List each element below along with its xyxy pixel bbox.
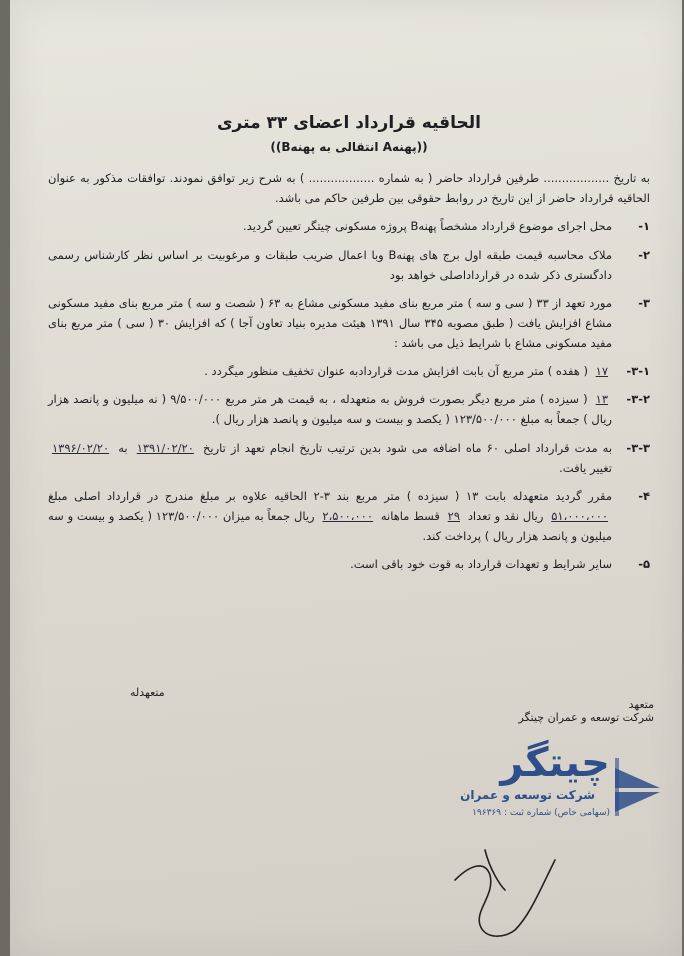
handwritten-signature-icon bbox=[445, 820, 565, 950]
clause-text: ملاک محاسبه قیمت طبقه اول برج های پهنهB وبا اعمال ضریب طبقات و مرغوبیت بر اساس نظر کارشناس رسمی دادگستری ذکر شده در قرارداداصلی خواهد بود bbox=[48, 247, 612, 282]
clause-5 bbox=[48, 554, 650, 574]
stamp-subtitle: شرکت توسعه و عمران bbox=[460, 788, 595, 802]
signature-obligor-label: متعهد bbox=[628, 698, 654, 711]
clause-number: ۵- bbox=[638, 557, 650, 572]
handwritten-installment: ۲،۵۰۰،۰۰۰ bbox=[322, 508, 374, 523]
clause-text bbox=[48, 438, 612, 478]
clause-text: سایر شرایط و تعهدات قرارداد به قوت خود باقی است. bbox=[350, 557, 612, 572]
clause-text-body: قسط ماهانه bbox=[380, 508, 440, 523]
clause-number: ۴- bbox=[638, 488, 650, 503]
clause-3-3 bbox=[48, 438, 650, 478]
signature-obligor-company: شرکت توسعه و عمران چیتگر bbox=[518, 711, 654, 724]
clause-text: مورد تعهد از ۳۳ ( سی و سه ) متر مربع بنای مفید مسکونی مشاع به ۶۳ ( شصت و سه ) متر مربع بنای مفید مسکونی مشاع افزایش یافت ( طبق مصوبه ۳۴۵ سال ۱۳۹۱ هیئت مدیره بنیاد تعاون آجا ) که افزایش ۳۰ ( سی ) متر مربع بنای مفید مسکونی مشاع با شرایط ذیل می باشد : bbox=[48, 295, 613, 351]
handwritten-date-end: ۱۳۹۶/۰۲/۲۰ bbox=[52, 440, 110, 455]
clause-text-body: ریال نقد و تعداد bbox=[467, 508, 544, 523]
clause-text-body: ( سیزده ) متر مربع دیگر بصورت فروش به متعهدله ، به قیمت هر متر مربع ۹/۵۰۰/۰۰۰ ( نه میلیون و پانصد هزار ریال ) جمعاً به مبلغ ۱۲۳/۵۰۰/۰۰۰ ( یکصد و بیست و سه میلیون و پانصد هزار ریال ). bbox=[48, 392, 612, 427]
clause-text bbox=[48, 361, 612, 381]
clause-text-body: مقرر گردید متعهدله بابت ۱۳ ( سیزده ) متر مربع بند ۳-۲ الحاقیه علاوه بر مبلغ مندرج در قرارداد اصلی مبلغ bbox=[48, 488, 613, 503]
handwritten-value: ۱۷ bbox=[595, 364, 608, 379]
clause-number: ۲- bbox=[638, 247, 650, 262]
clause-text bbox=[48, 486, 612, 546]
clause-3-1 bbox=[48, 361, 650, 381]
clause-text-body: به مدت قرارداد اصلی ۶۰ ماه اضافه می شود بدین ترتیب تاریخ انجام تعهد از تاریخ bbox=[202, 440, 613, 455]
clause-4 bbox=[48, 486, 650, 546]
handwritten-date-start: ۱۳۹۱/۰۲/۲۰ bbox=[136, 440, 194, 455]
clause-text-body: ( هفده ) متر مربع آن بابت افزایش مدت قراردادبه عنوان تخفیف منظور میگردد . bbox=[204, 364, 588, 379]
handwritten-value: ۱۳ bbox=[595, 392, 608, 407]
clause-number: ۳-۳- bbox=[626, 440, 650, 455]
clause-text-body: به bbox=[118, 440, 128, 455]
clause-text: محل اجرای موضوع قرارداد مشخصاً پهنهB پروژه مسکونی چیتگر تعیین گردید. bbox=[243, 219, 612, 234]
handwritten-count: ۲۹ bbox=[447, 508, 461, 523]
document-subtitle: ((پهنهA انتقالی به پهنهB)) bbox=[270, 140, 428, 155]
clause-text bbox=[48, 389, 612, 429]
clause-number: ۳- bbox=[638, 295, 650, 310]
contract-body bbox=[48, 110, 650, 582]
handwritten-amount: ۵۱،۰۰۰،۰۰۰ bbox=[551, 508, 609, 523]
intro-paragraph: به تاریخ .................. طرفین قرارداد حاضر ( به شماره .................. ) به شرح زیر توافق نمودند. توافقات مذکور به عنوان الحاقیه قرارداد حاضر از این تاریخ در روابط حقوقی بین طرفین حاکم می باشد. bbox=[48, 171, 650, 206]
clause-number: ۳-۲- bbox=[626, 392, 650, 407]
clause-number: ۳-۱- bbox=[626, 364, 650, 379]
clause-2 bbox=[48, 245, 650, 285]
document-title: الحاقیه قرارداد اعضای ۳۳ متری bbox=[216, 113, 482, 133]
stamp-registration: (سهامی خاص) شماره ثبت : ۱۹۶۳۶۹ bbox=[472, 808, 610, 818]
clause-3-2 bbox=[48, 389, 650, 429]
clause-text-body: تغییر یافت. bbox=[559, 460, 612, 475]
signature-obligee-label: متعهدله bbox=[130, 686, 165, 699]
stamp-brand-text: چیتگر bbox=[500, 740, 610, 786]
clause-text-body: ریال جمعاً به میزان ۱۲۳/۵۰۰/۰۰۰ ( یکصد و بیست و سه میلیون و پانصد هزار ریال ) پرداخت کند. bbox=[48, 508, 612, 544]
company-logo-icon bbox=[610, 748, 665, 823]
clause-1 bbox=[48, 216, 650, 236]
clause-number: ۱- bbox=[638, 219, 650, 234]
clause-3 bbox=[48, 293, 650, 353]
